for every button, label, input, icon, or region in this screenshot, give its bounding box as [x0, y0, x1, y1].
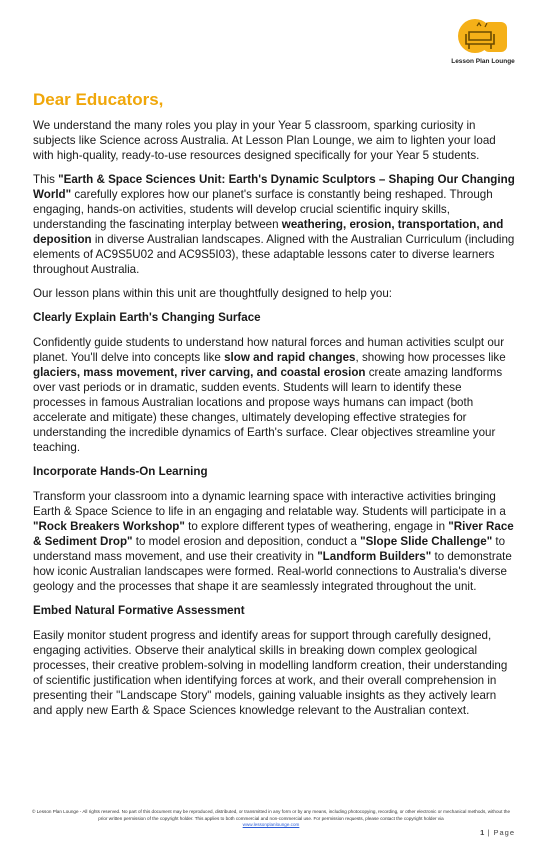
bold-run: "Slope Slide Challenge"	[360, 535, 493, 548]
page-number: 1 | Page	[480, 828, 515, 837]
greeting-heading: Dear Educators,	[33, 90, 164, 109]
text-run: to demonstrate how iconic Australian landscapes were formed. Real-world connections to Australia's diverse geology and the processes that shape it are seamlessly integrated throughout the unit.	[33, 550, 512, 593]
text-run: to understand mass movement, and use their creativity in	[33, 535, 506, 563]
intro-paragraph: We understand the many roles you play in your Year 5 classroom, sparking curiosity in subjects like Science across Australia. At Lesson Plan Lounge, we aim to lighten your load with high-quality, ready-to-use resources designed specifically for your Year 5 students.	[33, 119, 496, 162]
bold-run: "River Race & Sediment Drop"	[33, 520, 514, 548]
unit-paragraph	[33, 172, 515, 277]
website-link[interactable]: www.lessonplanlounge.com	[242, 822, 300, 828]
unit-text: carefully explores how our planet's surface is constantly being reshaped. Through engaging, hands-on activities, students will develop crucial scientific inquiry skills, understanding the fascinating interplay between	[33, 188, 493, 231]
text-run: Easily monitor student progress and identify areas for support through carefully designed, engaging activities. Observe their analytical skills in breaking down complex geological processes, their creative problem-solving in modelling landform creation, their understanding of scientific justification when identifying forces at work, and their overall comprehension in presenting their "Landscape Story" models, gaining valuable insights as they actively learn and apply new Earth & Space Sciences knowledge relevant to the Australian context.	[33, 629, 508, 717]
lounge-chair-logo-icon	[455, 18, 511, 56]
text-run: Transform your classroom into a dynamic learning space with interactive activities bringing Earth & Space Science to life in an engaging and relatable way. Students will participate in a	[33, 490, 506, 518]
text-run: Confidently guide students to understand how natural forces and human activities sculpt our planet. You'll delve into concepts like	[33, 336, 505, 364]
unit-processes: weathering, erosion, transportation, and deposition	[33, 218, 504, 246]
section-body-assessment	[33, 628, 515, 718]
section-heading-explain: Clearly Explain Earth's Changing Surface	[33, 311, 261, 324]
unit-lead: This	[33, 173, 59, 186]
unit-title: "Earth & Space Sciences Unit: Earth's Dynamic Sculptors – Shaping Our Changing World"	[33, 173, 515, 201]
bold-run: "Landform Builders"	[317, 550, 432, 563]
text-run: , showing how processes like	[355, 351, 506, 364]
page-number-value: 1	[480, 828, 485, 837]
text-run: to explore different types of weathering, engage in	[184, 520, 449, 533]
transition-paragraph: Our lesson plans within this unit are thoughtfully designed to help you:	[33, 287, 392, 300]
section-heading-assessment: Embed Natural Formative Assessment	[33, 604, 245, 617]
brand-name: Lesson Plan Lounge	[451, 58, 515, 65]
section-body-explain	[33, 335, 515, 455]
unit-tail: in diverse Australian landscapes. Aligned with the Australian Curriculum (including elements of AC9S5U02 and AC9S5I03), these adaptable lessons cater to diverse learners throughout Australia.	[33, 233, 515, 276]
section-heading-hands-on: Incorporate Hands-On Learning	[33, 465, 208, 478]
page-label: Page	[493, 828, 515, 837]
bold-run: slow and rapid changes	[224, 351, 356, 364]
text-run: to model erosion and deposition, conduct a	[132, 535, 361, 548]
bold-run: glaciers, mass movement, river carving, and coastal erosion	[33, 366, 366, 379]
copyright-text: © Lesson Plan Lounge - All rights reserved. No part of this document may be reproduced, distributed, or transmitted in any form or by any means, including photocopying, recording, or other electronic or mechanical methods, without the prior written permission of the copyright holder. This applies to both commercial and non-commercial use. For permission requests, please contact the copyright holder via	[31, 809, 511, 821]
brand-logo	[449, 18, 517, 74]
bold-run: "Rock Breakers Workshop"	[33, 520, 185, 533]
section-body-hands-on	[33, 489, 515, 594]
copyright-footer	[30, 809, 512, 829]
text-run: create amazing landforms over vast periods or in dramatic, sudden events. Students will learn to identify these processes in famous Australian locations and propose ways humans can impact (both accelerate and mitigate) these changes, ultimately developing effective strategies for understanding the incredible dynamics of Earth's surface. Clear objectives streamline your teaching.	[33, 366, 503, 454]
letter-body	[33, 90, 515, 727]
